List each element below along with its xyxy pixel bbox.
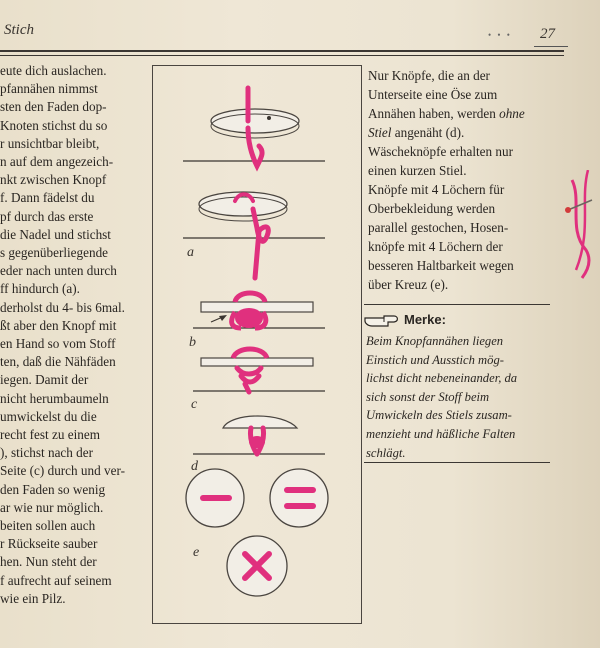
text-line: ßt aber den Knopf mit [0, 317, 117, 333]
text-line: Knoten stichst du so [0, 117, 108, 133]
four-hole-button-parallel-left [186, 469, 244, 527]
merke-heading [364, 312, 446, 327]
pointing-hand-icon [364, 315, 400, 327]
merke-bottom-rule [364, 462, 550, 463]
running-header: Stich [4, 22, 34, 38]
step-initial-stitch [183, 88, 325, 166]
figure-label-a: a [187, 245, 194, 260]
note-line: Einstich und Ausstich mög- [366, 352, 504, 367]
text-line: umwickelst du die [0, 408, 97, 424]
note-line: Umwickeln des Stiels zusam- [366, 408, 512, 423]
illustration-svg [153, 66, 361, 623]
text-line: beiten sollen auch [0, 518, 96, 534]
text-line: Wäscheknöpfe erhalten nur [368, 144, 513, 159]
text-line: recht fest zu einem [0, 427, 100, 443]
text-line: Oberbekleidung werden [368, 201, 496, 216]
merke-label: Merke: [404, 312, 446, 327]
text-line: einen kurzen Stiel. [368, 163, 467, 178]
text-line: n auf dem angezeich- [0, 154, 114, 170]
text-line: nkt zwischen Knopf [0, 172, 107, 188]
text-line: Seite (c) durch und ver- [0, 463, 125, 479]
step-d-shank-button [191, 416, 325, 474]
text-line: ar wie nur möglich. [0, 499, 104, 515]
button-sewing-illustration [152, 65, 362, 624]
text-line: Knöpfe mit 4 Löchern für [368, 182, 505, 197]
text-line: ff hindurch (a). [0, 281, 80, 297]
note-line: Beim Knopfannähen liegen [366, 334, 504, 348]
text-line: nicht herumbaumeln [0, 390, 109, 406]
text-line: den Faden so wenig [0, 481, 106, 497]
needle-thread-icon [562, 170, 600, 280]
text-line: pf durch das erste [0, 208, 94, 224]
text-line: über Kreuz (e). [368, 277, 449, 292]
text-line: die Nadel und stichst [0, 226, 111, 242]
figure-label-d: d [191, 459, 198, 474]
header-rule-thin [0, 55, 564, 56]
right-text-column [368, 66, 568, 294]
text-span: Annähen haben, werden [368, 106, 500, 121]
step-b-stitch [189, 293, 325, 350]
four-hole-button-cross [193, 536, 287, 596]
four-hole-button-parallel-right [270, 469, 328, 527]
text-line: s gegenüberliegende [0, 245, 109, 261]
page-number: 27 [540, 26, 555, 42]
text-line: iegen. Damit der [0, 372, 89, 388]
page-number-underline [534, 46, 568, 47]
text-line: ), stichst nach der [0, 445, 94, 461]
text-line: pfannähen nimmst [0, 81, 98, 97]
step-c-stitch [191, 349, 325, 412]
text-line: hen. Nun steht der [0, 554, 97, 570]
text-line: f. Dann fädelst du [0, 190, 95, 206]
figure-label-e: e [193, 545, 200, 560]
merke-top-rule [364, 304, 550, 305]
text-line: eute dich auslachen. [0, 63, 107, 78]
text-line: Nur Knöpfe, die an der [368, 68, 490, 83]
step-a-stitch [183, 192, 325, 278]
text-line: ten, daß die Nähfäden [0, 354, 116, 370]
text-line [368, 123, 568, 142]
text-line: en Hand so vom Stoff [0, 336, 116, 352]
note-line: sich sonst der Stoff beim [366, 389, 490, 404]
text-line: besseren Haltbarkeit wegen [368, 258, 514, 273]
text-span: angenäht (d). [391, 125, 465, 140]
text-line: Unterseite eine Öse zum [368, 87, 498, 102]
left-text-column [0, 62, 148, 608]
text-line: derholst du 4- bis 6mal. [0, 299, 125, 315]
note-line: schlägt. [366, 445, 406, 460]
note-line: menzieht und häßliche Falten [366, 426, 516, 441]
text-line: r Rückseite sauber [0, 536, 98, 552]
text-line: knöpfe mit 4 Löchern der [368, 239, 503, 254]
text-line: wie ein Pilz. [0, 590, 66, 606]
text-line: r unsichtbar bleibt, [0, 135, 100, 151]
text-line: f aufrecht auf seinem [0, 572, 112, 588]
header-ornament: • • • [488, 30, 512, 40]
text-line: sten den Faden dop- [0, 99, 107, 115]
merke-note [366, 332, 566, 462]
header-rule [0, 50, 564, 52]
text-line: eder nach unten durch [0, 263, 117, 279]
italic-word-stiel: Stiel [368, 125, 392, 140]
figure-label-c: c [191, 397, 198, 412]
italic-word-ohne: ohne [499, 106, 525, 121]
note-line: lichst dicht nebeneinander, da [366, 371, 518, 386]
figure-label-b: b [189, 335, 196, 350]
text-line [368, 104, 568, 123]
text-line: parallel gestochen, Hosen- [368, 220, 509, 235]
